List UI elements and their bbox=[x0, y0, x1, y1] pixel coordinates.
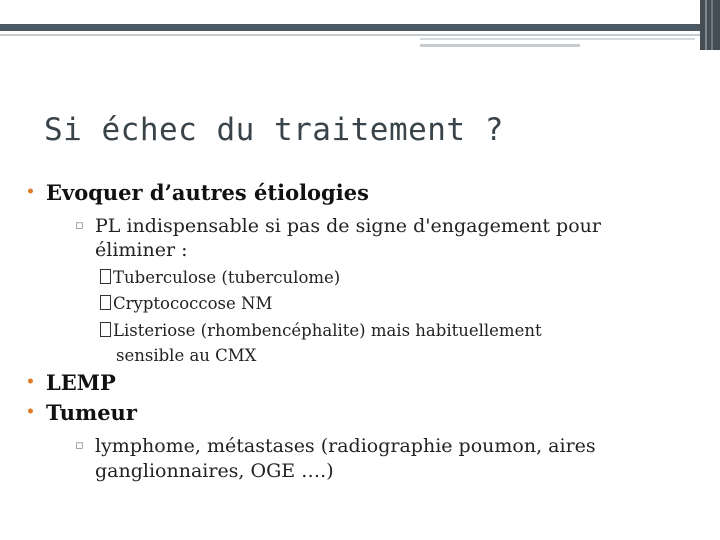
missing-glyph-icon bbox=[100, 269, 111, 284]
decorative-line bbox=[420, 44, 580, 47]
corner-stripe bbox=[711, 0, 713, 50]
sub-sub-bullet-text: Tuberculose (tuberculome) bbox=[113, 268, 341, 287]
bullet-dot-icon: • bbox=[26, 374, 35, 390]
bullet-item bbox=[26, 400, 137, 425]
sub-bullet-text: PL indispensable si pas de signe d'engagement pour bbox=[95, 215, 601, 237]
slide-title: Si échec du traitement ? bbox=[44, 112, 504, 148]
bullet-dot-icon: • bbox=[26, 184, 35, 200]
bullet-item bbox=[26, 180, 369, 205]
sub-bullet-continuation: ganglionnaires, OGE ….) bbox=[95, 460, 334, 482]
sub-sub-bullet-item bbox=[100, 291, 272, 316]
square-bullet-icon: ▫ bbox=[75, 218, 84, 233]
bullet-text: Evoquer d’autres étiologies bbox=[46, 180, 369, 205]
sub-sub-bullet-text: Listeriose (rhombencéphalite) mais habituellement bbox=[113, 321, 542, 340]
bullet-text: LEMP bbox=[46, 370, 116, 395]
sub-bullet-continuation: éliminer : bbox=[95, 239, 188, 261]
square-bullet-icon: ▫ bbox=[75, 438, 84, 453]
decorative-line bbox=[0, 34, 700, 36]
bullet-item bbox=[26, 370, 116, 395]
missing-glyph-icon bbox=[100, 322, 111, 337]
sub-sub-bullet-continuation: sensible au CMX bbox=[116, 346, 257, 365]
top-accent-bar bbox=[0, 24, 700, 31]
bullet-text: Tumeur bbox=[46, 400, 137, 425]
sub-bullet-text: lymphome, métastases (radiographie poumon, aires bbox=[95, 435, 596, 457]
sub-sub-bullet-text: Cryptococcose NM bbox=[113, 294, 273, 313]
corner-stripe bbox=[705, 0, 707, 50]
missing-glyph-icon bbox=[100, 295, 111, 310]
bullet-dot-icon: • bbox=[26, 404, 35, 420]
sub-sub-bullet-item bbox=[100, 318, 542, 343]
sub-bullet-item bbox=[75, 434, 596, 458]
sub-bullet-item bbox=[75, 214, 601, 238]
corner-accent-block bbox=[700, 0, 720, 50]
sub-sub-bullet-item bbox=[100, 265, 340, 290]
decorative-line bbox=[420, 38, 695, 40]
